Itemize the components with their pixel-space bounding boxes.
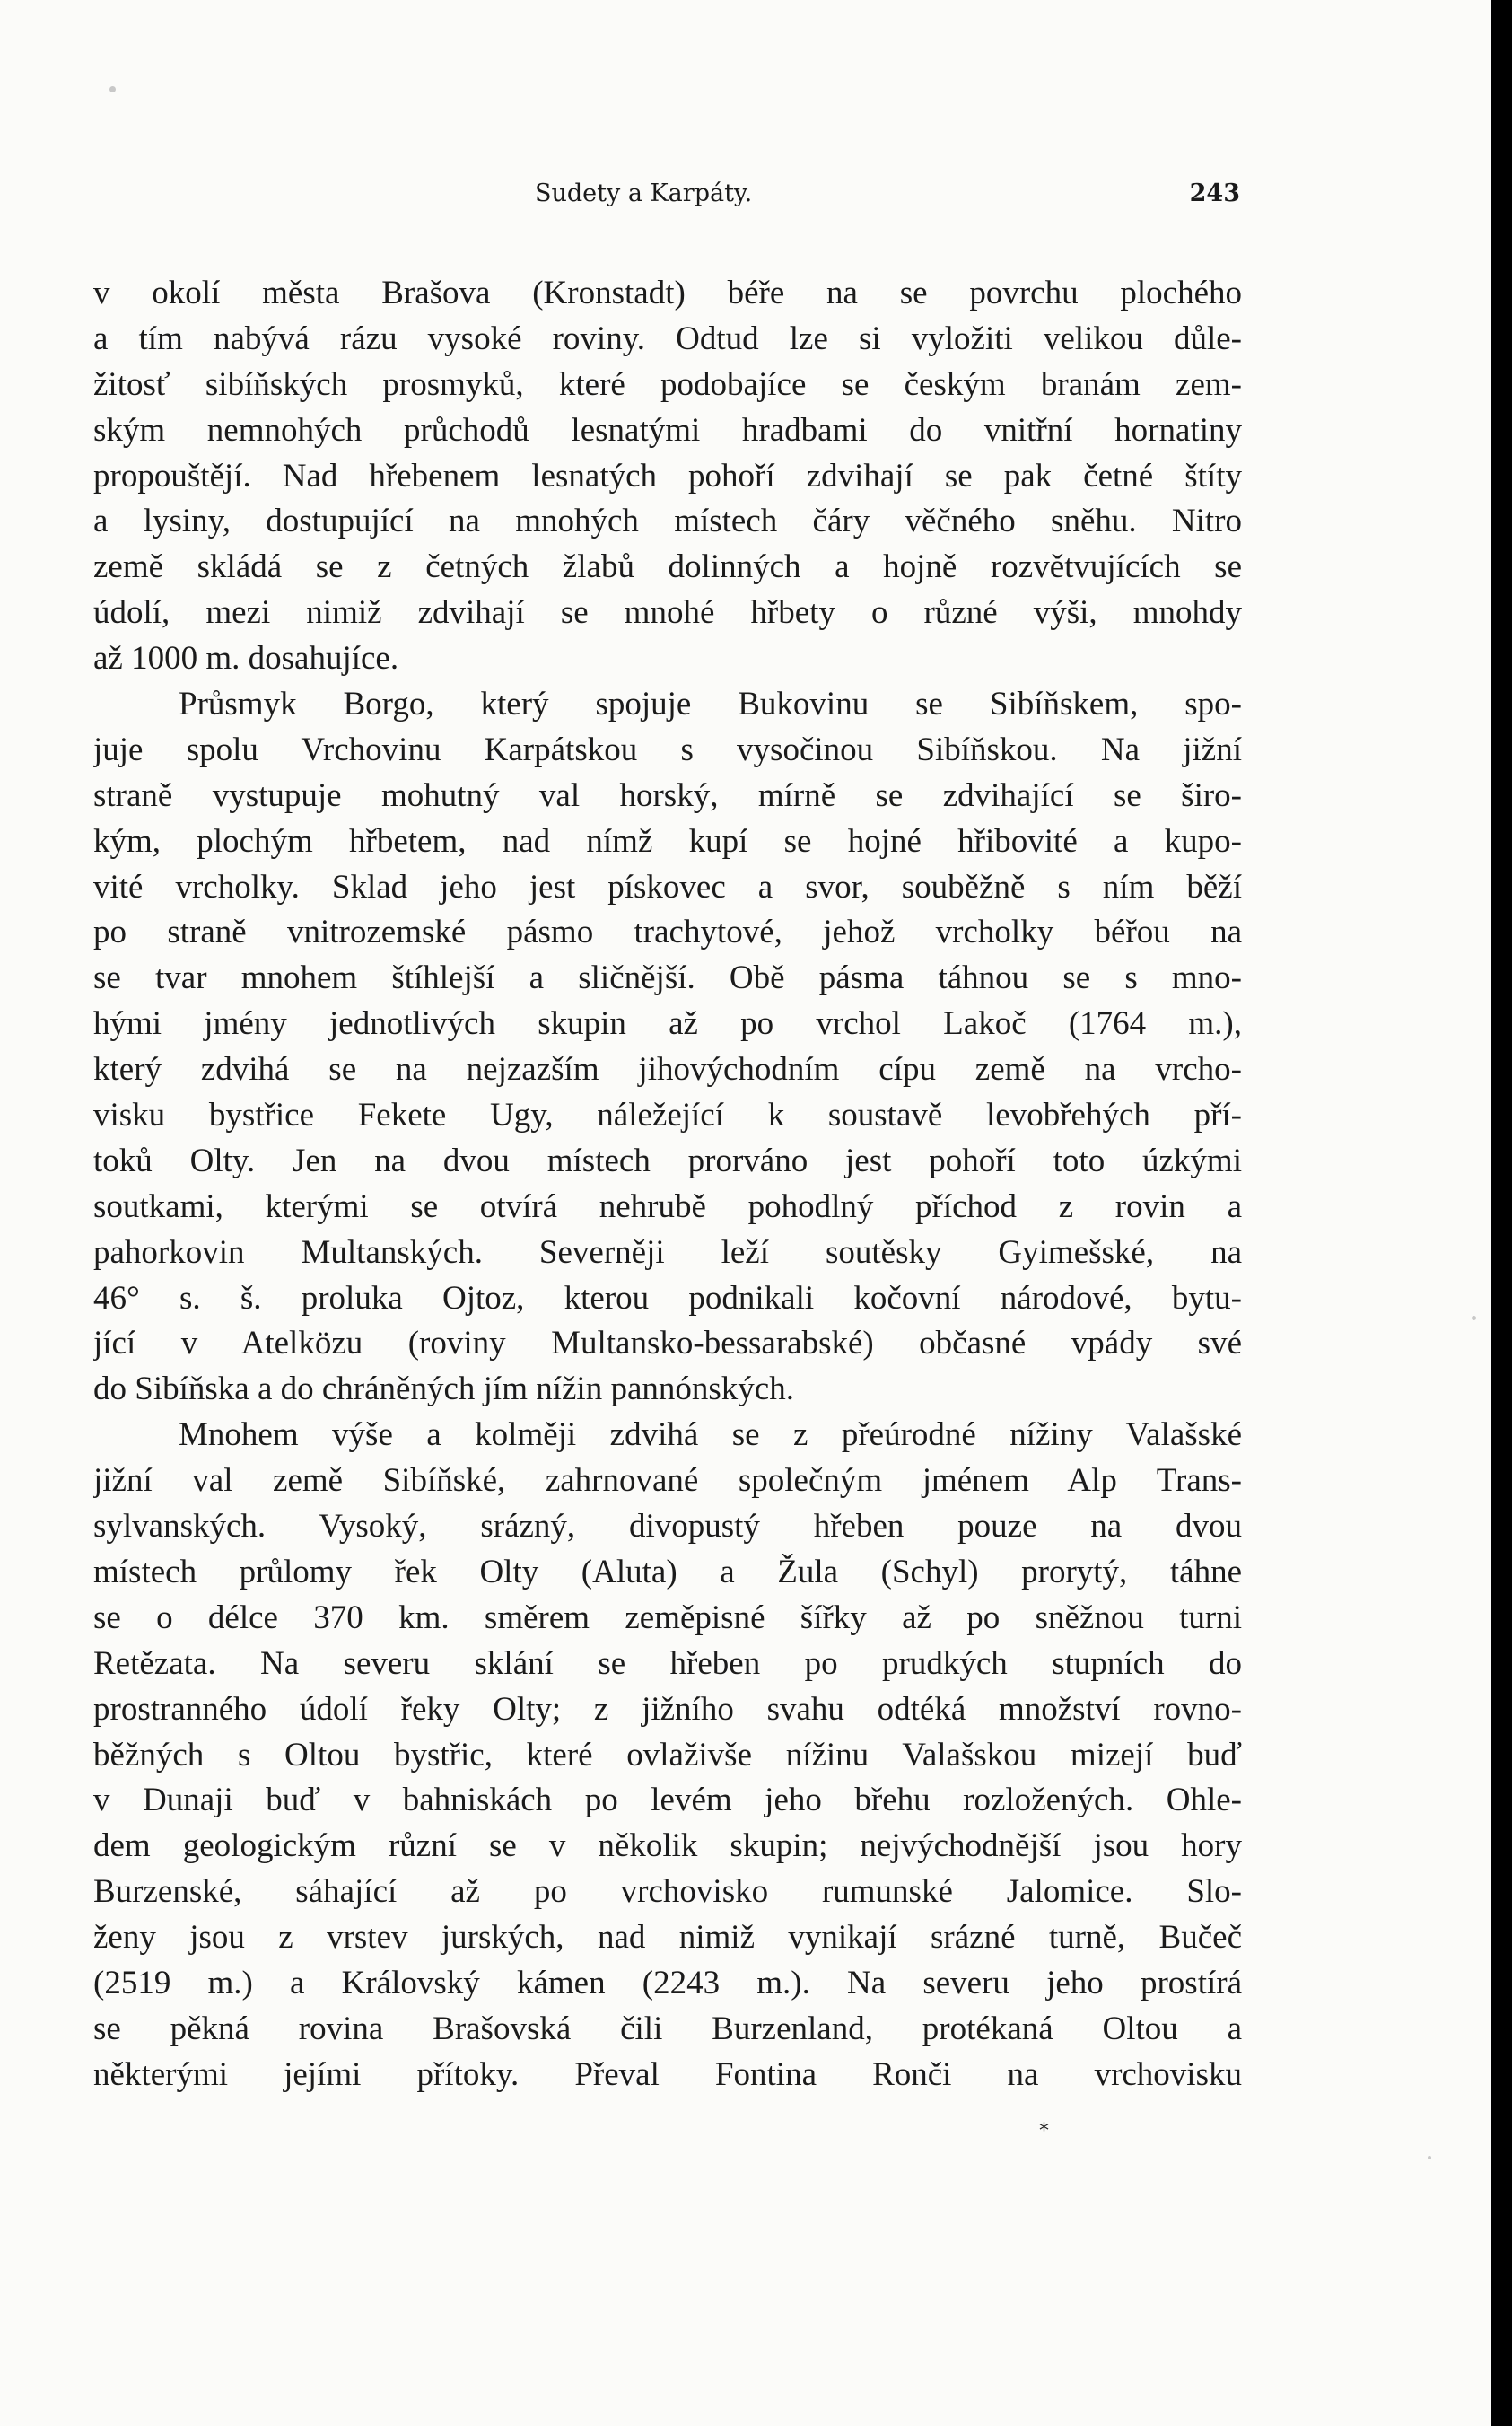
text-line: v Dunaji buď v bahniskách po levém jeho břehu rozložených. Ohle- bbox=[93, 1782, 1242, 1819]
running-title: Sudety a Karpáty. bbox=[535, 180, 753, 207]
text-line: pahorkovin Multanských. Severněji leží soutěsky Gyimešské, na bbox=[93, 1233, 1242, 1271]
text-line: místech průlomy řek Olty (Aluta) a Žula (Schyl) prorytý, táhne bbox=[93, 1553, 1242, 1590]
text-line: se tvar mnohem štíhlejší a sličnější. Obě pásma táhnou se s mno- bbox=[93, 959, 1242, 997]
text-line: a tím nabývá rázu vysoké roviny. Odtud lze si vyložiti velikou důle- bbox=[93, 320, 1242, 357]
text-line: 46° s. š. proluka Ojtoz, kterou podnikali kočovní národové, bytu- bbox=[93, 1279, 1242, 1317]
text-line: dem geologickým různí se v několik skupin; nejvýchodnější jsou hory bbox=[93, 1827, 1242, 1865]
text-line: se o délce 370 km. směrem zeměpisné šířky až po sněžnou turni bbox=[93, 1598, 1242, 1636]
text-line: a lysiny, dostupující na mnohých místech čáry věčného sněhu. Nitro bbox=[93, 503, 1242, 540]
text-line: jící v Atelközu (roviny Multansko-bessarabské) občasné vpády své bbox=[93, 1325, 1242, 1362]
paper-speck bbox=[1472, 1316, 1476, 1320]
text-line: po straně vnitrozemské pásmo trachytové, jehož vrcholky béřou na bbox=[93, 914, 1242, 951]
text-line: kým, plochým hřbetem, nad nímž kupí se hojné hřibovité a kupo- bbox=[93, 822, 1242, 860]
text-line: Průsmyk Borgo, který spojuje Bukovinu se Sibíňskem, spo- bbox=[179, 686, 1242, 723]
text-line: visku bystřice Fekete Ugy, náležející k soustavě levobřehých pří- bbox=[93, 1097, 1242, 1134]
text-line: juje spolu Vrchovinu Karpátskou s vysočinou Sibíňskou. Na jižní bbox=[93, 731, 1242, 768]
text-line: Mnohem výše a kolměji zdvihá se z přeúrodné nížiny Valašské bbox=[179, 1416, 1242, 1454]
text-line: prostranného údolí řeky Olty; z jižního svahu odtéká množství rovno- bbox=[93, 1690, 1242, 1728]
text-line: sylvanských. Vysoký, srázný, divopustý hřeben pouze na dvou bbox=[93, 1508, 1242, 1546]
paper-speck bbox=[109, 86, 116, 92]
text-line: (2519 m.) a Královský kámen (2243 m.). Na severu jeho prostírá bbox=[93, 1964, 1242, 2001]
text-line: soutkami, kterými se otvírá nehrubě pohodlný příchod z rovin a bbox=[93, 1187, 1242, 1225]
text-line: v okolí města Brašova (Kronstadt) béře na se povrchu plochého bbox=[93, 275, 1242, 311]
text-line: Burzenské, sáhající až po vrchovisko rumunské Jalomice. Slo- bbox=[93, 1873, 1242, 1911]
text-line: země skládá se z četných žlabů dolinných a hojně rozvětvujících se bbox=[93, 548, 1242, 586]
text-line: údolí, mezi nimiž zdvihají se mnohé hřbety o různé výši, mnohdy bbox=[93, 594, 1242, 632]
text-line: jižní val země Sibíňské, zahrnované společným jménem Alp Trans- bbox=[93, 1462, 1242, 1500]
page-header bbox=[93, 180, 1240, 219]
signature-mark: * bbox=[1039, 2120, 1049, 2142]
text-line: se pěkná rovina Brašovská čili Burzenland, protékaná Oltou a bbox=[93, 2010, 1242, 2047]
text-line: ským nemnohých průchodů lesnatými hradbami do vnitřní hornatiny bbox=[93, 411, 1242, 449]
text-line: straně vystupuje mohutný val horský, mírně se zdvihající se širo- bbox=[93, 776, 1242, 814]
text-line: propouštějí. Nad hřebenem lesnatých pohoří zdvihají se pak četné štíty bbox=[93, 457, 1242, 495]
text-line: hými jmény jednotlivých skupin až po vrchol Lakoč (1764 m.), bbox=[93, 1005, 1242, 1043]
text-line: Retězata. Na severu sklání se hřeben po prudkých stupních do bbox=[93, 1644, 1242, 1682]
body-text bbox=[93, 271, 1242, 2098]
text-line: běžných s Oltou bystřic, které ovlaživše nížinu Valašskou mizejí buď bbox=[93, 1736, 1242, 1774]
text-line: žitosť sibíňských prosmyků, které podobajíce se českým branám zem- bbox=[93, 365, 1242, 403]
text-line: toků Olty. Jen na dvou místech prorváno jest pohoří toto úzkými bbox=[93, 1142, 1242, 1179]
text-line: až 1000 m. dosahujíce. bbox=[93, 640, 399, 678]
text-line: ženy jsou z vrstev jurských, nad nimiž vynikají srázné turně, Bučeč bbox=[93, 1919, 1242, 1957]
text-line: do Sibíňska a do chráněných jím nížin pannónských. bbox=[93, 1371, 794, 1408]
page-number: 243 bbox=[1189, 180, 1240, 207]
page-edge bbox=[1491, 0, 1512, 2426]
text-line: některými jejími přítoky. Převal Fontina Ronči na vrchovisku bbox=[93, 2055, 1242, 2093]
text-line: vité vrcholky. Sklad jeho jest pískovec a svor, souběžně s ním běží bbox=[93, 868, 1242, 906]
text-line: který zdvihá se na nejzazším jihovýchodním cípu země na vrcho- bbox=[93, 1051, 1242, 1089]
paper-speck bbox=[1428, 2156, 1431, 2159]
